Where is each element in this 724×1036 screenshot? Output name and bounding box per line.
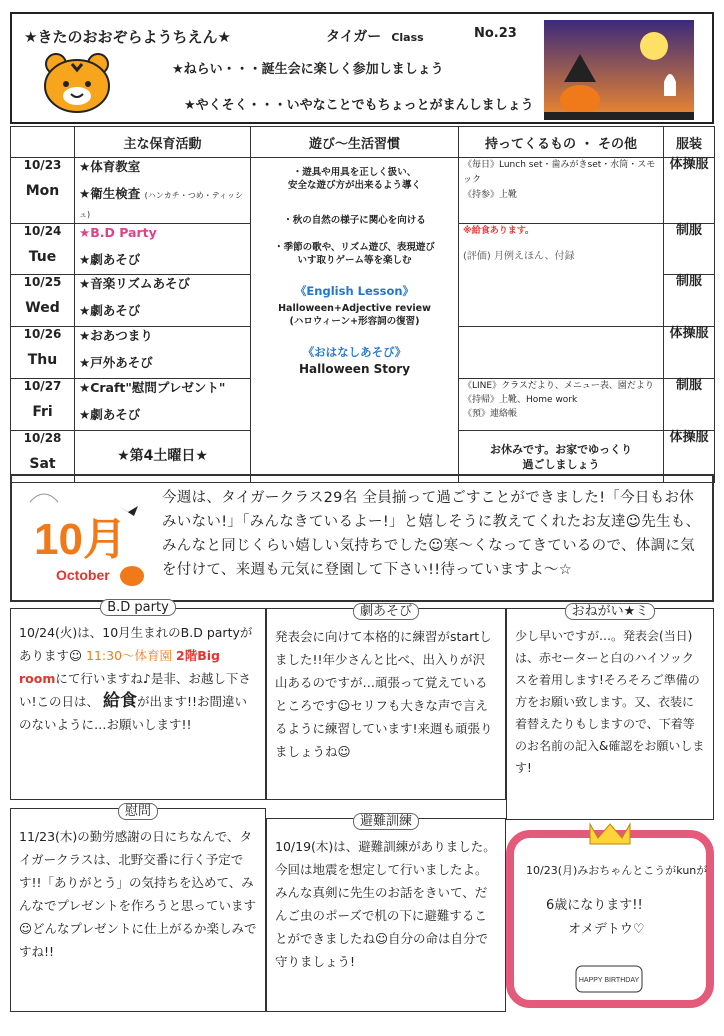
october-message: 今週は、タイガークラス29名 全員揃って過ごすことができました!「今日もお休みいない!」「みんなきているよー!」と嬉しそうに教えてくれたお友達☺先生も、みんなと同じくらい嬉しい気持ちでした☺寒～くなってきているので、体調に気を付けて、来週も元気に登園して下さい!!待っていますよ～☆ — [162, 490, 701, 578]
activity-1: ★Craft"慰問プレゼント" — [79, 380, 226, 395]
activity-cell — [75, 275, 251, 327]
october-badge-illustration — [20, 484, 150, 594]
drama-title: 劇あそび — [267, 600, 505, 619]
weekday: Fri — [32, 404, 53, 420]
weekly-schedule — [10, 126, 715, 483]
lunch-notice: ※給食あります。 — [463, 226, 535, 236]
bring-cell: お休みです。お家でゆっくり 過ごしましょう — [459, 431, 664, 483]
weekday: Thu — [27, 352, 58, 368]
birthday-age: 6歳になります!! — [546, 898, 643, 913]
drama-text: 発表会に向けて本格的に練習がstartしました!!年少さんと比べ、出入りが沢山あるのですが…頑張って覚えているところです☺セリフも大きな声で言えるように練習しています!来週も頑張りましょうね☺ — [275, 629, 493, 759]
day-cell — [11, 158, 75, 224]
class-label — [326, 26, 424, 46]
bd-party-box — [10, 600, 266, 800]
bd-time: 11:30～体育園 — [86, 648, 173, 663]
visit-title: 慰問 — [11, 800, 265, 819]
newsletter-page — [10, 12, 714, 1012]
uniform-cell: 制服 — [664, 275, 715, 327]
october-badge-number: 10月 — [34, 515, 127, 564]
bd-lunch-emphasis: 給食 — [103, 691, 137, 711]
date: 10/23 — [23, 158, 62, 172]
bring-cell — [459, 224, 664, 327]
activity-1: ★第4土曜日★ — [117, 448, 208, 464]
uniform-cell: 体操服 — [664, 158, 715, 224]
birthday-congrats: オメデトウ♡ — [568, 922, 645, 937]
visit-text: 11/23(木)の勤労感謝の日にちなんで、タイガークラスは、北野交番に行く予定です!!「ありがとう」の気持ちを込めて、みんなでプレゼントを作ろうと思っています☺どんなプレゼントに仕上がるか楽しみですね!! — [19, 829, 257, 959]
date: 10/24 — [23, 224, 62, 238]
activity-cell — [75, 379, 251, 431]
date: 10/26 — [23, 327, 62, 341]
date: 10/27 — [23, 379, 62, 393]
weekday: Wed — [25, 300, 60, 316]
october-message-section — [10, 474, 714, 602]
bd-party-title: B.D party — [11, 600, 265, 615]
habit-3: ・季節の歌や、リズム遊び、表現遊び いす取りゲーム等を楽しむ — [274, 242, 435, 266]
birthday-frame-illustration — [506, 820, 714, 1012]
activity-1: ★B.D Party — [79, 225, 157, 240]
activity-2: ★劇あそび — [79, 407, 141, 422]
request-box — [506, 604, 714, 820]
handwritten-note: (評価) 月例えほん、付録 — [463, 251, 575, 262]
english-lesson-body: Halloween+Adjective review (ハロウィーン+形容詞の復習) — [278, 303, 431, 327]
drama-box — [266, 604, 506, 800]
english-lesson-title: 《English Lesson》 — [294, 284, 415, 298]
uniform-col-header: 服装 — [664, 127, 715, 158]
request-title: おねがい★ミ — [507, 600, 713, 619]
uniform-cell: 制服 — [664, 379, 715, 431]
day-cell — [11, 327, 75, 379]
halloween-illustration — [544, 20, 694, 120]
bring-cell — [459, 327, 664, 379]
weekday: Sat — [29, 456, 56, 472]
weekday: Mon — [25, 183, 60, 199]
request-text: 少し早いですが…。発表会(当日)は、赤セーターと白のハイソックスを着用します!そろそろご準備の方をお願い致します。又、衣装に着替えたりもしますので、下着等のお名前の記入&確認をお願いします! — [515, 629, 705, 775]
date-col-header — [11, 127, 75, 158]
class-name: タイガー — [326, 29, 382, 45]
bring-cell: 《LINE》クラスだより、メニュー表、園だより 《持帰》上靴、Home work 《預》連絡帳 — [459, 379, 664, 431]
activity-2: ★劇あそび — [79, 303, 141, 318]
activity-2: ★劇あそび — [79, 252, 141, 267]
story-body: Halloween Story — [298, 362, 411, 376]
day-cell — [11, 275, 75, 327]
habit-1: ・遊具や用具を正しく扱い、 安全な遊び方が出来るよう導く — [287, 167, 421, 191]
class-word: Class — [391, 31, 424, 44]
activity-cell — [75, 327, 251, 379]
school-name: ★きたのおおぞらようちえん★ — [24, 28, 231, 46]
bring-col-header: 持ってくるもの ・ その他 — [459, 127, 664, 158]
visit-box — [10, 804, 266, 1012]
weekday: Tue — [28, 249, 57, 265]
table-row — [11, 158, 715, 224]
day-cell — [11, 224, 75, 275]
activity-cell — [75, 224, 251, 275]
bring-cell: 《毎日》Lunch set・歯みがきset・水筒・スモック 《持参》上靴 — [459, 158, 664, 224]
evacuation-drill-text: 10/19(木)は、避難訓練がありました。今回は地震を想定して行いましたよ。みんな真剣に先生のお話をきいて、だんご虫のポーズで机の下に避難することができましたね☺自分の命は自分で守りましょう! — [275, 839, 496, 969]
header — [10, 12, 714, 124]
activity-col-header: 主な保育活動 — [75, 127, 251, 158]
uniform-cell: 体操服 — [664, 431, 715, 483]
bd-party-text: 10/24(火)は、10月生まれのB.D partyがあります☺ 11:30～体育園 2階Big roomにて行いますね♪是非、お越し下さい!この日は、 給食が出ます!!お間違いのないように…お願いします!! — [19, 625, 253, 732]
bd-place: 2階Big room — [19, 648, 220, 686]
activity-2: ★戸外あそび — [79, 355, 153, 370]
weekly-aim: ★ねらい・・・誕生会に楽しく参加しましょう — [172, 62, 444, 77]
date: 10/25 — [23, 275, 62, 289]
cake-text: HAPPY BIRTHDAY — [578, 977, 640, 984]
uniform-cell: 制服 — [664, 224, 715, 275]
day-cell — [11, 379, 75, 431]
activity-cell — [75, 158, 251, 224]
evacuation-drill-title: 避難訓練 — [267, 810, 505, 829]
evacuation-drill-box — [266, 814, 506, 1012]
uniform-cell: 体操服 — [664, 327, 715, 379]
birthday-names: 10/23(月)みおちゃんとこうがkunが — [526, 864, 708, 877]
activity-2: ★衛生検査 (ハンカチ・つめ・ティッシュ) — [79, 186, 244, 219]
habits-col-header: 遊び～生活習慣 — [251, 127, 459, 158]
activity-note: (ハンカチ・つめ・ティッシュ) — [79, 191, 244, 219]
october-badge-word: October — [56, 567, 110, 583]
date: 10/28 — [23, 431, 62, 445]
habits-cell — [251, 158, 459, 483]
birthday-box — [506, 820, 714, 1012]
activity-1: ★音楽リズムあそび — [79, 276, 190, 291]
story-title: 《おはなしあそび》 — [302, 345, 407, 359]
issue-number: No.23 — [474, 26, 517, 41]
weekly-promise: ★やくそく・・・いやなことでもちょっとがまんしましょう — [184, 98, 534, 113]
tiger-icon — [42, 52, 112, 114]
habit-2: ・秋の自然の様子に関心を向ける — [283, 215, 426, 226]
activity-1: ★おあつまり — [79, 328, 153, 343]
activity-1: ★体育教室 — [79, 159, 141, 174]
